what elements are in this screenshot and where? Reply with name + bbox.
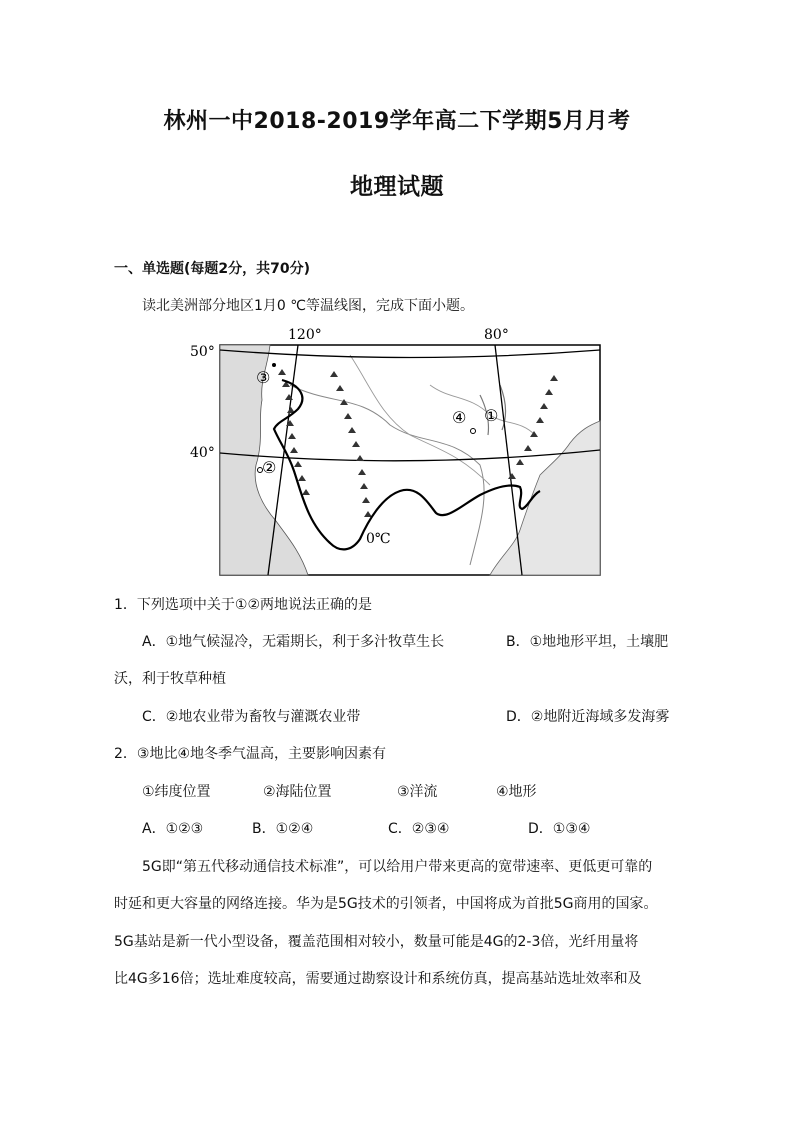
exam-subtitle: 地理试题: [350, 174, 444, 200]
point-3-dot: [272, 363, 276, 367]
q2-option-c: C．②③④: [388, 821, 450, 837]
passage-line-2: 时延和更大容量的网络连接。华为是5G技术的引领者，中国将成为首批5G商用的国家。: [114, 896, 658, 912]
passage-line-4: 比4G多16倍；选址难度较高，需要通过勘察设计和系统仿真，提高基站选址效率和及: [114, 971, 642, 987]
question-intro: 读北美洲部分地区1月0 ℃等温线图，完成下面小题。: [142, 298, 474, 314]
q1-option-d: D．②地附近海域多发海雾: [506, 709, 670, 725]
lat-label-50: 50°: [190, 344, 215, 360]
q2-factor-1: ①纬度位置: [142, 784, 211, 800]
marker-1: ①: [484, 406, 499, 425]
passage-line-3: 5G基站是新一代小型设备，覆盖范围相对较小，数量可能是4G的2-3倍，光纤用量将: [114, 934, 639, 950]
lat-label-40: 40°: [190, 445, 215, 461]
lon-label-120: 120°: [288, 327, 322, 343]
q2-option-d: D．①③④: [528, 821, 591, 837]
north-america-isotherm-map: [190, 325, 605, 585]
q1-option-c: C．②地农业带为畜牧与灌溉农业带: [142, 709, 361, 725]
q2-option-a: A．①②③: [142, 821, 204, 837]
q2-factor-3: ③洋流: [397, 784, 438, 800]
passage-line-1: 5G即“第五代移动通信技术标准”，可以给用户带来更高的宽带速率、更低更可靠的: [142, 859, 653, 875]
q2-option-b: B．①②④: [252, 821, 314, 837]
q2-factor-4: ④地形: [496, 784, 537, 800]
section-heading: 一、单选题(每题2分，共70分): [114, 261, 311, 277]
isotherm-label: 0℃: [366, 531, 391, 547]
lon-label-80: 80°: [484, 327, 509, 343]
marker-4: ④: [452, 408, 467, 427]
exam-title: 林州一中2018-2019学年高二下学期5月月考: [163, 109, 631, 134]
marker-3: ③: [256, 368, 271, 387]
q1-option-a: A．①地气候湿冷，无霜期长，利于多汁牧草生长: [142, 634, 445, 650]
q1-option-b: B．①地地形平坦，土壤肥: [506, 634, 669, 650]
marker-2: ②: [262, 458, 277, 477]
q1-stem: 1．下列选项中关于①②两地说法正确的是: [114, 597, 373, 613]
q2-stem: 2．③地比④地冬季气温高，主要影响因素有: [114, 746, 387, 762]
q1-option-b-cont: 沃，利于牧草种植: [114, 671, 226, 687]
q2-factor-2: ②海陆位置: [263, 784, 332, 800]
